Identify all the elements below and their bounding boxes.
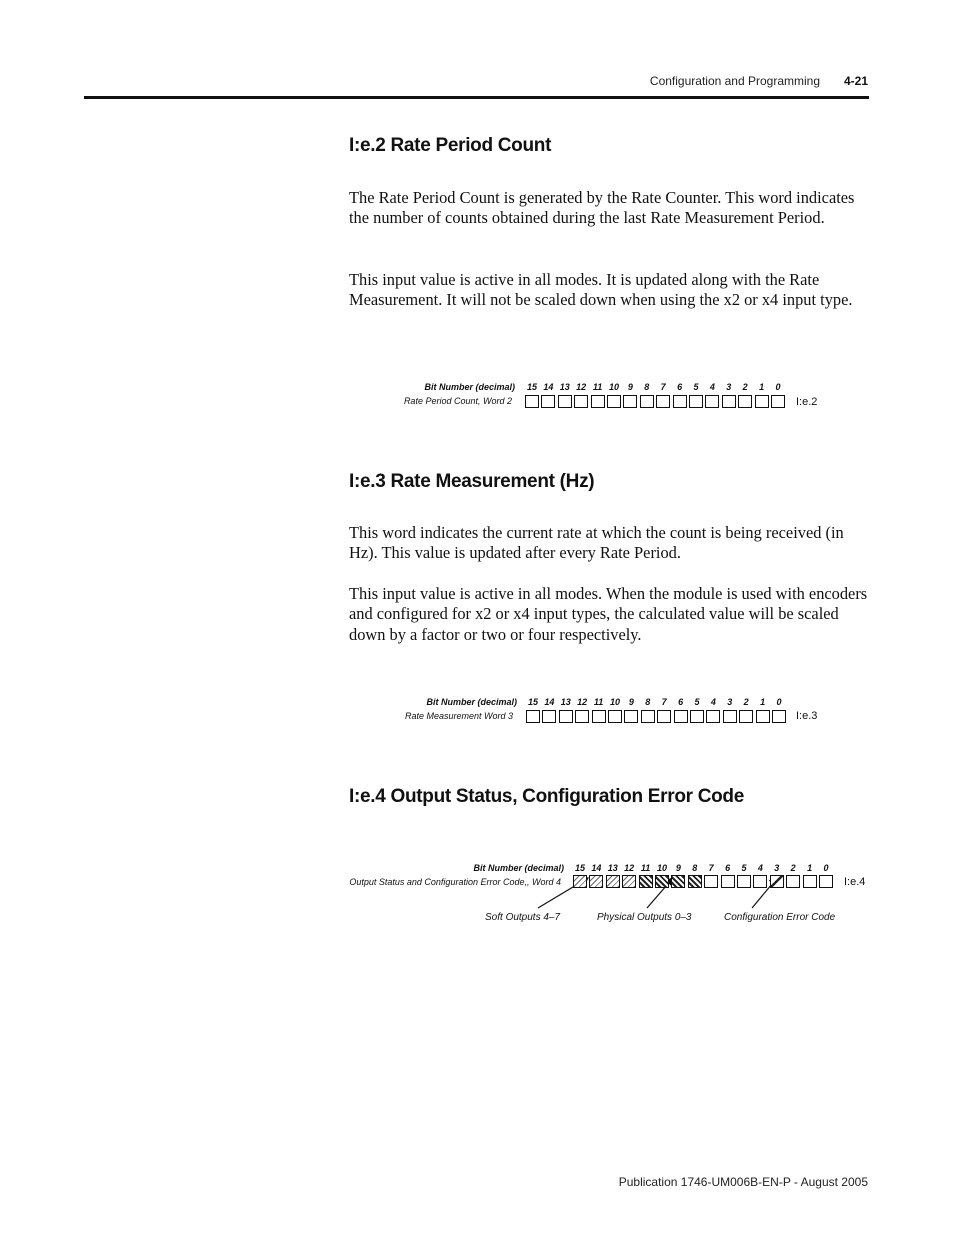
bit-cell bbox=[671, 875, 685, 888]
bit-cell bbox=[573, 875, 587, 888]
bit-number: 10 bbox=[608, 382, 619, 392]
bit-number: 10 bbox=[609, 697, 620, 707]
header-section-title: Configuration and Programming bbox=[649, 74, 820, 88]
word-reference: I:e.2 bbox=[796, 396, 818, 408]
bit-number-label: Bit Number (decimal) bbox=[473, 863, 564, 873]
bit-number: 1 bbox=[807, 863, 813, 873]
bit-number: 3 bbox=[727, 697, 733, 707]
bit-number: 12 bbox=[624, 863, 635, 873]
bit-number: 13 bbox=[560, 697, 571, 707]
bit-number: 1 bbox=[759, 382, 765, 392]
bit-cell bbox=[803, 875, 817, 888]
bit-number: 15 bbox=[574, 863, 585, 873]
bit-number: 7 bbox=[660, 382, 666, 392]
callout-configuration-error-code: Configuration Error Code bbox=[724, 912, 836, 923]
bit-number: 14 bbox=[543, 382, 554, 392]
bit-number: 8 bbox=[692, 863, 698, 873]
word-label: Rate Measurement Word 3 bbox=[404, 711, 513, 721]
bit-number: 14 bbox=[544, 697, 555, 707]
bit-cell bbox=[688, 875, 702, 888]
bit-number: 15 bbox=[526, 382, 537, 392]
bit-number: 11 bbox=[592, 382, 603, 392]
bit-number: 2 bbox=[790, 863, 796, 873]
bit-number: 5 bbox=[693, 382, 699, 392]
section-heading-output-status: I:e.4 Output Status, Configuration Error Code bbox=[349, 786, 745, 807]
publication-footer: Publication 1746-UM006B-EN-P - August 2005 bbox=[618, 1175, 868, 1189]
bit-cell bbox=[655, 875, 669, 888]
bit-number: 8 bbox=[645, 697, 651, 707]
bit-number: 4 bbox=[710, 697, 716, 707]
paragraph: This input value is active in all modes. It is updated along with the Rate Measurement. It will not be scaled down when using the x2 or x4 input type. bbox=[349, 270, 853, 310]
bit-cell bbox=[819, 875, 833, 888]
bit-number: 6 bbox=[677, 382, 683, 392]
bit-number: 9 bbox=[627, 382, 633, 392]
bit-number: 7 bbox=[708, 863, 714, 873]
word-label: Rate Period Count, Word 2 bbox=[403, 396, 512, 406]
bit-number-label: Bit Number (decimal) bbox=[424, 382, 515, 392]
bit-cell bbox=[589, 875, 603, 888]
paragraph: This input value is active in all modes. When the module is used with encoders and configured for x2 or x4 input types, the calculated value will be scaled down by a factor or two or four respectively. bbox=[349, 584, 868, 644]
bit-cell bbox=[721, 875, 735, 888]
section-heading-rate-measurement: I:e.3 Rate Measurement (Hz) bbox=[349, 471, 595, 492]
bit-number-label: Bit Number (decimal) bbox=[426, 697, 517, 707]
callout-soft-outputs: Soft Outputs 4–7 bbox=[485, 912, 561, 923]
bit-number: 3 bbox=[726, 382, 732, 392]
bit-number: 12 bbox=[576, 382, 587, 392]
bit-number: 13 bbox=[607, 863, 618, 873]
header-page-number: 4-21 bbox=[843, 74, 868, 88]
bit-cell bbox=[753, 875, 767, 888]
bit-number: 15 bbox=[527, 697, 538, 707]
bit-cell bbox=[737, 875, 751, 888]
bit-number: 9 bbox=[675, 863, 681, 873]
word-reference: I:e.3 bbox=[796, 710, 818, 722]
bit-number: 12 bbox=[577, 697, 588, 707]
paragraph: This word indicates the current rate at which the count is being received (in Hz). This value is updated after every Rate Period. bbox=[349, 523, 844, 563]
bit-number: 5 bbox=[741, 863, 747, 873]
bit-number: 2 bbox=[743, 697, 749, 707]
bit-number: 14 bbox=[591, 863, 602, 873]
bit-number: 6 bbox=[678, 697, 684, 707]
word-label: Output Status and Configuration Error Code,, Word 4 bbox=[349, 877, 561, 887]
bit-number: 9 bbox=[628, 697, 634, 707]
bit-cell bbox=[622, 875, 636, 888]
bit-cell bbox=[786, 875, 800, 888]
bit-number: 0 bbox=[776, 697, 782, 707]
bit-number: 1 bbox=[760, 697, 766, 707]
bit-number: 3 bbox=[774, 863, 780, 873]
bit-cell bbox=[606, 875, 620, 888]
bit-cell bbox=[704, 875, 718, 888]
bit-cell bbox=[639, 875, 653, 888]
bit-number: 4 bbox=[757, 863, 763, 873]
bit-number: 0 bbox=[775, 382, 781, 392]
word-reference: I:e.4 bbox=[844, 876, 866, 888]
callout-physical-outputs: Physical Outputs 0–3 bbox=[597, 912, 692, 923]
bit-number: 2 bbox=[742, 382, 748, 392]
bit-number: 11 bbox=[640, 863, 651, 873]
bit-number: 4 bbox=[709, 382, 715, 392]
bit-number: 8 bbox=[644, 382, 650, 392]
bit-number: 10 bbox=[656, 863, 667, 873]
bit-number: 11 bbox=[593, 697, 604, 707]
bit-number: 0 bbox=[823, 863, 829, 873]
bit-number: 6 bbox=[725, 863, 731, 873]
bit-number: 5 bbox=[694, 697, 700, 707]
section-heading-rate-period-count: I:e.2 Rate Period Count bbox=[349, 135, 552, 156]
bit-number: 7 bbox=[661, 697, 667, 707]
bit-number: 13 bbox=[559, 382, 570, 392]
paragraph: The Rate Period Count is generated by the Rate Counter. This word indicates the number of counts obtained during the last Rate Measurement Period. bbox=[349, 188, 855, 228]
bit-cell bbox=[770, 875, 784, 888]
